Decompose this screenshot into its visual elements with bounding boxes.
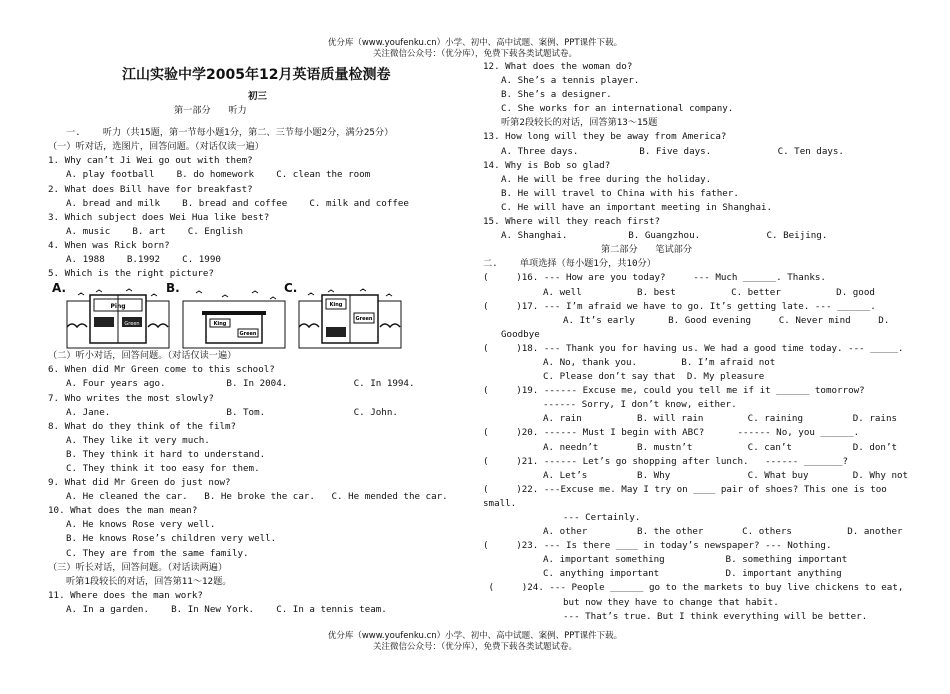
building-picture-a (66, 287, 170, 349)
text-line: A. They like it very much. (66, 434, 210, 446)
text-line: A. In a garden. B. In New York. C. In a tennis team. (66, 603, 387, 615)
banner-line-2-bottom: 关注微信公众号：（优分库），免费下载各类试题试卷。 (372, 642, 577, 652)
text-line: small. (483, 497, 517, 509)
text-line: C. They think it too easy for them. (66, 462, 260, 474)
picture-b-sign-2: Green (239, 331, 257, 338)
text-line: ( )20. ------ Must I begin with ABC? ------ No, you ______. (483, 427, 860, 439)
text-line: ( )19. ------ Excuse me, could you tell me if it ______ tomorrow? (483, 385, 865, 397)
building-picture-c (298, 287, 402, 349)
text-line: but now they have to change that habit. (563, 596, 779, 608)
listening-questions-1-5 (48, 126, 480, 281)
text-line: A. other B. the other C. others D. another (543, 526, 903, 538)
text-line: --- That’s true. But I think everything will be better. (563, 610, 868, 622)
text-line: A. 1988 B.1992 C. 1990 (66, 254, 221, 266)
left-column (48, 60, 480, 617)
text-line: C. They are from the same family. (66, 547, 249, 559)
text-line: A. He knows Rose very well. (66, 519, 216, 531)
part-one-heading: 第一部分 听力 (174, 105, 247, 117)
text-line: 听第2段较长的对话，回答第13～15题 (501, 117, 658, 129)
text-line: A. bread and milk B. bread and coffee C. milk and coffee (66, 197, 409, 209)
text-line: 13. How long will they be away from America? (483, 131, 727, 143)
picture-c-sign-2: Green (355, 316, 373, 323)
text-line: A. Three days. B. Five days. C. Ten days. (501, 145, 844, 157)
text-line: A. It’s early B. Good evening C. Never mind D. (563, 314, 890, 326)
text-line: ( )22. ---Excuse me. May I try on ____ pair of shoes? This one is too (483, 483, 887, 495)
top-banner (0, 38, 950, 60)
text-line: 15. Where will they reach first? (483, 216, 661, 228)
text-line: --- Certainly. (563, 512, 641, 523)
text-line: 第二部分 笔试部分 (601, 244, 693, 256)
text-line: A. She’s a tennis player. (501, 75, 640, 87)
text-line: A. No, thank you. B. I’m afraid not (543, 356, 776, 368)
picture-c-sign: King (329, 302, 343, 309)
building-picture-b (182, 287, 286, 349)
bottom-banner (0, 631, 950, 653)
text-line: （二）听小对话，回答问题。（对话仅读一遍） (48, 350, 237, 362)
text-line: A. needn’t B. mustn’t C. can’t D. don’t (543, 441, 898, 453)
text-line: ------ Sorry, I don’t know, either. (543, 399, 737, 411)
text-line: 一. 听力（共15题，第一节每小题1分，第二、三节每小题2分，满分25分） (66, 127, 394, 139)
text-line: 9. What did Mr Green do just now? (48, 477, 231, 489)
text-line: 3. Which subject does Wei Hua like best? (48, 211, 270, 223)
text-line: ( )23. --- Is there ____ in today’s newspaper? --- Nothing. (483, 540, 832, 552)
text-line: B. She’s a designer. (501, 89, 612, 101)
text-line: 4. When was Rick born? (48, 239, 170, 251)
text-line: ( )21. ------ Let’s go shopping after lunch. ------ _______? (483, 455, 849, 467)
text-line: A. Jane. B. Tom. C. John. (66, 406, 398, 418)
grade-label: 初三 (248, 91, 268, 102)
text-line: （三）听长对话，回答问题。（对话读两遍） (48, 561, 228, 573)
text-line: 10. What does the man mean? (48, 505, 198, 517)
text-line: Goodbye (501, 328, 540, 340)
text-line: 5. Which is the right picture? (48, 268, 214, 280)
text-line: 2. What does Bill have for breakfast? (48, 183, 253, 195)
text-line: C. anything important D. important anything (543, 568, 842, 580)
text-line: （一）听对话，选图片，回答问题。（对话仅读一遍） (48, 141, 264, 153)
banner-line-1-bottom: 优分库（www.youfenku.cn）小学、初中、高中试题、案例、PPT课件下载。 (327, 631, 623, 641)
text-line: ( )17. --- I’m afraid we have to go. It’s getting late. --- ______. (483, 300, 876, 312)
questions-12-24 (483, 60, 913, 624)
picture-a-sign: Ping (110, 303, 126, 311)
picture-a-label: A. (52, 281, 67, 296)
text-line: 6. When did Mr Green come to this school? (48, 364, 275, 376)
text-line: A. Four years ago. B. In 2004. C. In 1994. (66, 378, 415, 390)
text-line: A. Shanghai. B. Guangzhou. C. Beijing. (501, 230, 828, 242)
text-line: ( )16. --- How are you today? --- Much ______. Thanks. (483, 272, 826, 284)
text-line: ( )24. --- People ______ go to the markets to buy live chickens to eat, (483, 582, 904, 594)
picture-c-label: C. (284, 281, 298, 296)
banner-line-2: 关注微信公众号：（优分库），免费下载各类试题试卷。 (372, 49, 577, 59)
right-column (483, 60, 913, 624)
text-line: B. They think it hard to understand. (66, 448, 266, 460)
picture-b-sign: King (213, 321, 227, 328)
exam-title: 江山实验中学2005年12月英语质量检测卷 (122, 67, 391, 83)
text-line: C. Please don’t say that D. My pleasure (543, 371, 765, 383)
text-line: C. He will have an important meeting in Shanghai. (501, 201, 773, 213)
picture-a-sign-2: Green (124, 321, 140, 328)
text-line: 11. Where does the man work? (48, 589, 203, 601)
text-line: B. He will travel to China with his father. (501, 187, 739, 199)
listening-questions-6-11 (48, 349, 480, 617)
banner-line-1: 优分库（www.youfenku.cn）小学、初中、高中试题、案例、PPT课件下载。 (327, 38, 623, 48)
text-line: A. important something B. something important (543, 554, 848, 566)
text-line: 1. Why can’t Ji Wei go out with them? (48, 155, 253, 167)
text-line: 12. What does the woman do? (483, 61, 633, 72)
text-line: A. He cleaned the car. B. He broke the car. C. He mended the car. (66, 491, 448, 503)
text-line: 二. 单项选择（每小题1分，共10分） (483, 258, 656, 270)
picture-b-label: B. (166, 281, 180, 296)
text-line: A. Let’s B. Why C. What buy D. Why not (543, 469, 909, 481)
text-line: A. play football B. do homework C. clean the room (66, 169, 371, 181)
text-line: A. music B. art C. English (66, 225, 244, 237)
text-line: B. He knows Rose’s children very well. (66, 533, 277, 545)
text-line: ( )18. --- Thank you for having us. We had a good time today. --- _____. (483, 342, 904, 354)
text-line: A. rain B. will rain C. raining D. rains (543, 413, 898, 425)
text-line: 听第1段较长的对话，回答第11～12题。 (66, 575, 232, 587)
text-line: A. He will be free during the holiday. (501, 173, 712, 185)
text-line: A. well B. best C. better D. good (543, 286, 875, 298)
text-line: 14. Why is Bob so glad? (483, 159, 611, 171)
text-line: 7. Who writes the most slowly? (48, 392, 214, 404)
picture-options (48, 281, 480, 349)
text-line: 8. What do they think of the film? (48, 420, 237, 432)
text-line: C. She works for an international company. (501, 103, 734, 115)
